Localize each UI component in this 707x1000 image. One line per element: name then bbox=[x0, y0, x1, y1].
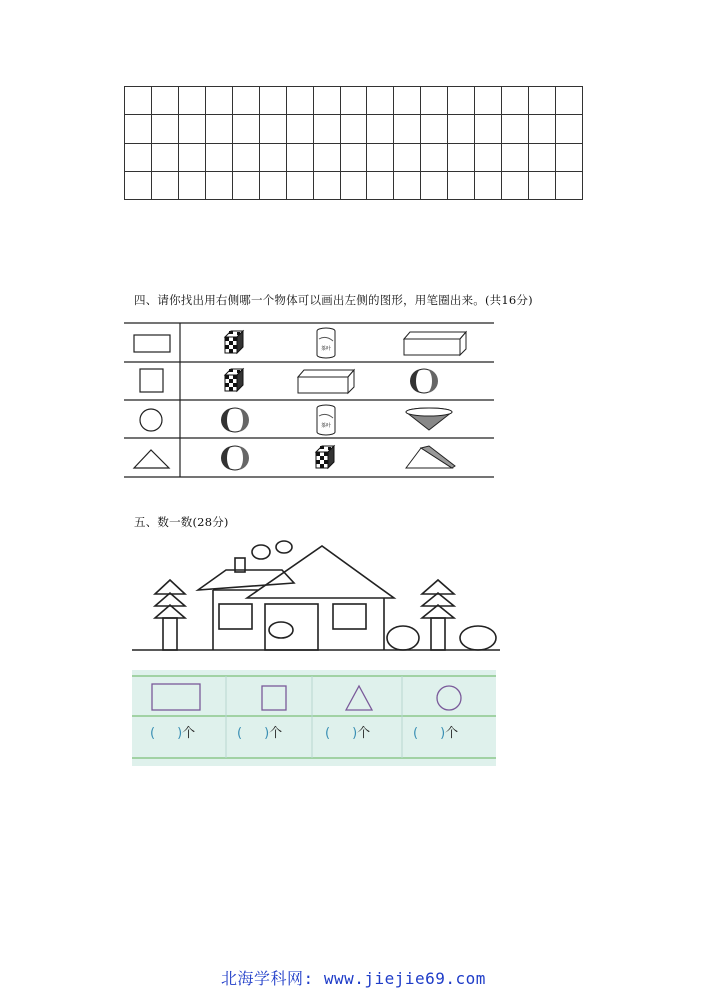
unit-label: 个 bbox=[445, 726, 459, 741]
box-icon[interactable] bbox=[298, 370, 354, 393]
grid-cell[interactable] bbox=[232, 171, 259, 199]
close-paren: ) bbox=[264, 726, 270, 741]
grid-cell[interactable] bbox=[502, 87, 529, 115]
window-left bbox=[219, 604, 252, 629]
count-answer-circle[interactable] bbox=[413, 722, 458, 741]
shape-match-svg bbox=[124, 322, 494, 478]
grid-cell[interactable] bbox=[448, 115, 475, 143]
tea-can-label: 茶叶 bbox=[320, 423, 332, 429]
house-drawing-svg bbox=[130, 538, 510, 656]
grid-cell[interactable] bbox=[421, 143, 448, 171]
grid-cell[interactable] bbox=[313, 143, 340, 171]
smoke-circle bbox=[276, 541, 292, 553]
grid-cell[interactable] bbox=[556, 87, 583, 115]
rubik-cube-icon[interactable] bbox=[225, 369, 243, 391]
open-paren: ( bbox=[325, 726, 331, 741]
footer-watermark: 北海学科网: www.jiejie69.com bbox=[221, 969, 486, 988]
grid-cell[interactable] bbox=[556, 115, 583, 143]
grid-cell[interactable] bbox=[340, 87, 367, 115]
grid-cell[interactable] bbox=[178, 115, 205, 143]
grid-cell[interactable] bbox=[421, 115, 448, 143]
grid-cell[interactable] bbox=[286, 171, 313, 199]
ball-icon[interactable] bbox=[221, 408, 249, 432]
grid-cell[interactable] bbox=[475, 115, 502, 143]
grid-cell[interactable] bbox=[448, 87, 475, 115]
open-paren: ( bbox=[413, 726, 419, 741]
count-answer-square[interactable] bbox=[237, 722, 282, 741]
grid-cell[interactable] bbox=[259, 115, 286, 143]
house-drawing bbox=[130, 538, 510, 656]
bush-circle bbox=[460, 626, 496, 650]
grid-cell[interactable] bbox=[448, 143, 475, 171]
grid-cell[interactable] bbox=[367, 143, 394, 171]
tea-can-label: 茶叶 bbox=[320, 346, 332, 352]
rubik-cube-icon[interactable] bbox=[225, 331, 243, 353]
tree-tier bbox=[422, 580, 454, 594]
grid-cell[interactable] bbox=[367, 115, 394, 143]
tree-tier bbox=[422, 605, 454, 618]
grid-cell[interactable] bbox=[394, 171, 421, 199]
grid-cell[interactable] bbox=[340, 115, 367, 143]
grid-cell[interactable] bbox=[340, 143, 367, 171]
grid-cell[interactable] bbox=[313, 115, 340, 143]
grid-cell[interactable] bbox=[151, 87, 178, 115]
shape-match-table bbox=[124, 322, 494, 478]
grid-cell[interactable] bbox=[475, 87, 502, 115]
grid-cell[interactable] bbox=[286, 115, 313, 143]
grid-cell[interactable] bbox=[178, 143, 205, 171]
box-icon[interactable] bbox=[404, 332, 466, 355]
grid-cell[interactable] bbox=[367, 171, 394, 199]
square-icon bbox=[262, 686, 286, 710]
tree-tier bbox=[155, 605, 185, 618]
question-4-title: 四、请你找出用右侧哪一个物体可以画出左侧的图形，用笔圈出来。(共16分) bbox=[134, 293, 533, 307]
writing-grid-table bbox=[124, 86, 583, 200]
open-paren: ( bbox=[150, 726, 156, 741]
count-table-svg bbox=[132, 670, 496, 766]
grid-cell[interactable] bbox=[151, 171, 178, 199]
open-paren: ( bbox=[237, 726, 243, 741]
tea-can-icon[interactable] bbox=[317, 405, 335, 435]
grid-cell[interactable] bbox=[259, 143, 286, 171]
unit-label: 个 bbox=[269, 726, 283, 741]
tree-trunk bbox=[163, 618, 177, 650]
grid-cell[interactable] bbox=[205, 143, 232, 171]
grid-cell[interactable] bbox=[556, 171, 583, 199]
grid-cell[interactable] bbox=[475, 171, 502, 199]
window-right bbox=[333, 604, 366, 629]
grid-cell[interactable] bbox=[421, 87, 448, 115]
grid-cell[interactable] bbox=[178, 87, 205, 115]
tree-trunk bbox=[431, 618, 445, 650]
tea-can-icon[interactable] bbox=[317, 328, 335, 358]
unit-label: 个 bbox=[357, 726, 371, 741]
grid-cell[interactable] bbox=[502, 115, 529, 143]
grid-cell[interactable] bbox=[475, 143, 502, 171]
triangle-icon bbox=[346, 686, 372, 710]
grid-cell[interactable] bbox=[125, 87, 152, 115]
grid-cell[interactable] bbox=[340, 171, 367, 199]
close-paren: ) bbox=[177, 726, 183, 741]
grid-cell[interactable] bbox=[394, 115, 421, 143]
cone-icon[interactable] bbox=[406, 408, 452, 430]
grid-cell[interactable] bbox=[151, 143, 178, 171]
close-paren: ) bbox=[352, 726, 358, 741]
count-table bbox=[132, 670, 496, 766]
circle-icon bbox=[437, 686, 461, 710]
grid-row bbox=[125, 115, 583, 143]
triangular-prism-icon[interactable] bbox=[406, 446, 455, 468]
grid-row bbox=[125, 87, 583, 115]
grid-cell[interactable] bbox=[232, 115, 259, 143]
grid-cell[interactable] bbox=[151, 115, 178, 143]
grid-cell[interactable] bbox=[367, 87, 394, 115]
grid-cell[interactable] bbox=[286, 87, 313, 115]
tree-tier bbox=[155, 580, 185, 594]
writing-grid bbox=[124, 86, 583, 200]
count-answer-triangle[interactable] bbox=[325, 722, 370, 741]
triangle-icon[interactable] bbox=[134, 450, 169, 468]
rectangle-icon bbox=[152, 684, 200, 710]
grid-cell[interactable] bbox=[232, 143, 259, 171]
grid-cell[interactable] bbox=[313, 87, 340, 115]
bush-circle bbox=[387, 626, 419, 650]
grid-cell[interactable] bbox=[205, 171, 232, 199]
grid-cell[interactable] bbox=[232, 87, 259, 115]
grid-cell[interactable] bbox=[421, 171, 448, 199]
grid-row bbox=[125, 171, 583, 199]
rectangle-icon[interactable] bbox=[134, 335, 170, 352]
grid-row bbox=[125, 143, 583, 171]
smoke-circle bbox=[252, 545, 270, 559]
grid-cell[interactable] bbox=[502, 171, 529, 199]
door-circle bbox=[269, 622, 293, 638]
circle-icon[interactable] bbox=[140, 409, 162, 431]
square-icon[interactable] bbox=[140, 369, 163, 392]
grid-cell[interactable] bbox=[529, 171, 556, 199]
close-paren: ) bbox=[440, 726, 446, 741]
grid-cell[interactable] bbox=[205, 87, 232, 115]
grid-cell[interactable] bbox=[502, 143, 529, 171]
grid-cell[interactable] bbox=[448, 171, 475, 199]
grid-cell[interactable] bbox=[125, 171, 152, 199]
grid-cell[interactable] bbox=[313, 171, 340, 199]
grid-cell[interactable] bbox=[259, 171, 286, 199]
unit-label: 个 bbox=[182, 726, 196, 741]
grid-cell[interactable] bbox=[394, 87, 421, 115]
count-answer-rectangle[interactable] bbox=[150, 722, 195, 741]
grid-cell[interactable] bbox=[529, 143, 556, 171]
grid-cell[interactable] bbox=[125, 143, 152, 171]
grid-cell[interactable] bbox=[529, 115, 556, 143]
grid-cell[interactable] bbox=[125, 115, 152, 143]
left-roof bbox=[198, 570, 294, 590]
ball-icon[interactable] bbox=[410, 369, 438, 393]
grid-cell[interactable] bbox=[394, 143, 421, 171]
grid-cell[interactable] bbox=[178, 171, 205, 199]
grid-cell[interactable] bbox=[205, 115, 232, 143]
grid-cell[interactable] bbox=[556, 143, 583, 171]
grid-cell[interactable] bbox=[259, 87, 286, 115]
grid-cell[interactable] bbox=[529, 87, 556, 115]
ball-icon[interactable] bbox=[221, 446, 249, 470]
grid-cell[interactable] bbox=[286, 143, 313, 171]
question-5-title: 五、数一数(28分) bbox=[134, 515, 229, 529]
rubik-cube-icon[interactable] bbox=[316, 446, 334, 468]
